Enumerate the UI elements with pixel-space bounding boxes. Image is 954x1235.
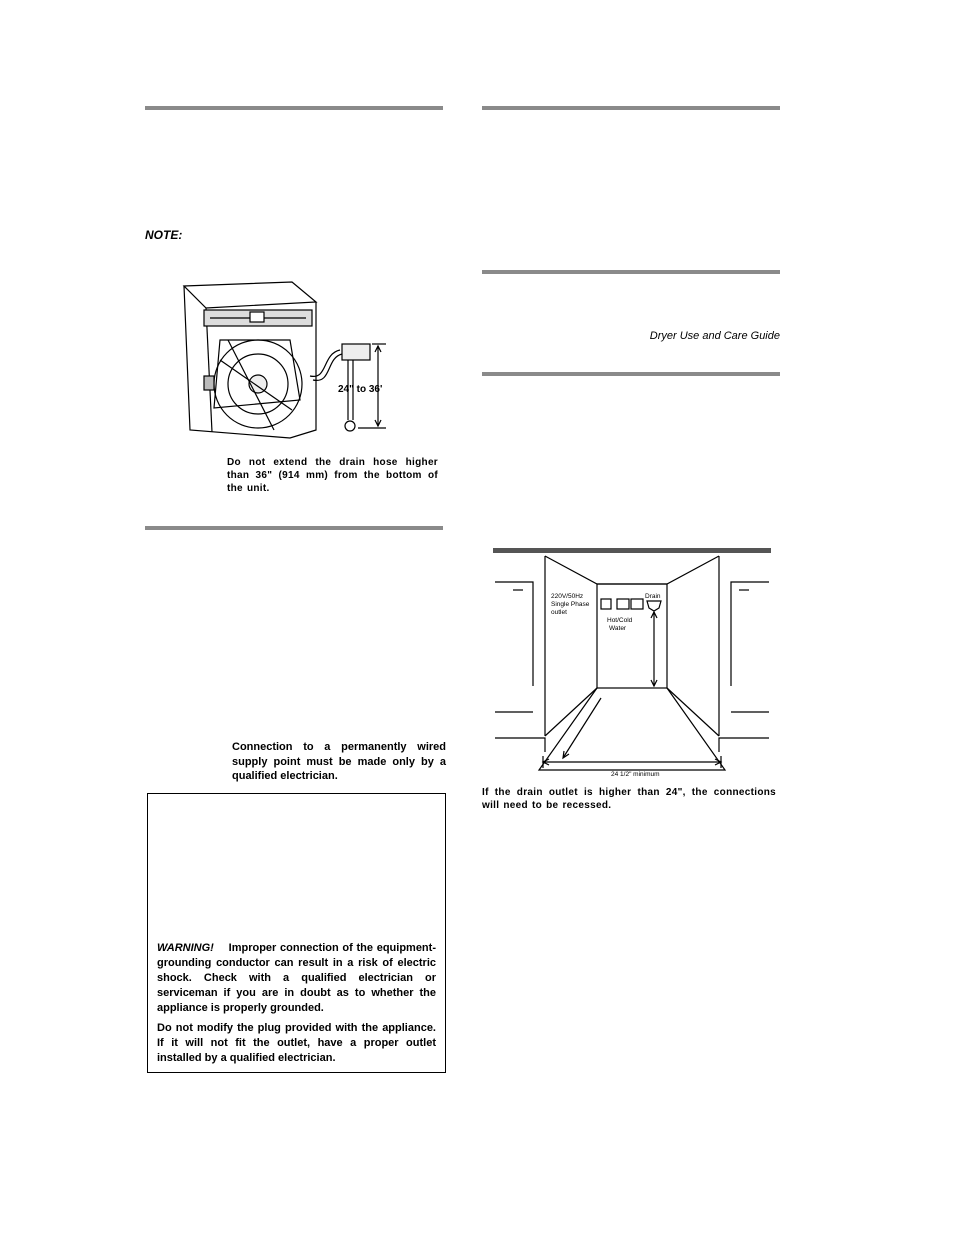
svg-text:220V/50Hz: 220V/50Hz [551, 593, 584, 600]
svg-text:Drain: Drain [645, 593, 661, 600]
warning-body [157, 941, 436, 1066]
drain-height-label: 24" to 36' [338, 384, 383, 395]
section-rule-right-second [482, 270, 780, 274]
drain-figure-caption: Do not extend the drain hose higher than 36" (914 mm) from the bottom of the unit. [227, 457, 438, 494]
svg-text:outlet: outlet [551, 609, 567, 616]
note-label: NOTE: [145, 228, 183, 242]
guide-reference: Dryer Use and Care Guide [649, 330, 780, 342]
section-rule-right-top [482, 106, 780, 110]
recess-figure-caption: If the drain outlet is higher than 24", the connections will need to be recessed. [482, 787, 776, 811]
svg-text:24 1/2" minimum: 24 1/2" minimum [611, 771, 660, 778]
svg-text:Single Phase: Single Phase [551, 601, 590, 608]
svg-text:Water: Water [609, 625, 627, 632]
plug-paragraph: Do not modify the plug provided with the appliance. If it will not fit the outlet, have a proper outlet installed by a qualified electrician. [157, 1022, 436, 1064]
drain-hose-figure [180, 280, 410, 440]
electrician-note: Connection to a permanently wired supply point must be made only by a qualified electrician. [232, 741, 446, 782]
section-rule-right-third [482, 372, 780, 376]
section-rule-left-middle [145, 526, 443, 530]
recess-figure [493, 546, 773, 778]
warning-text: Improper connection of the equipment-grounding conductor can result in a risk of electric shock. Check with a qualified electrician or serviceman if you are in doubt as to whether the appliance is properly grounded. [157, 942, 436, 1014]
warning-paragraph [157, 941, 436, 1016]
warning-label: WARNING! [157, 942, 214, 954]
section-rule-left-top [145, 106, 443, 110]
warning-box [147, 793, 446, 1073]
svg-text:Hot/Cold: Hot/Cold [607, 617, 633, 624]
